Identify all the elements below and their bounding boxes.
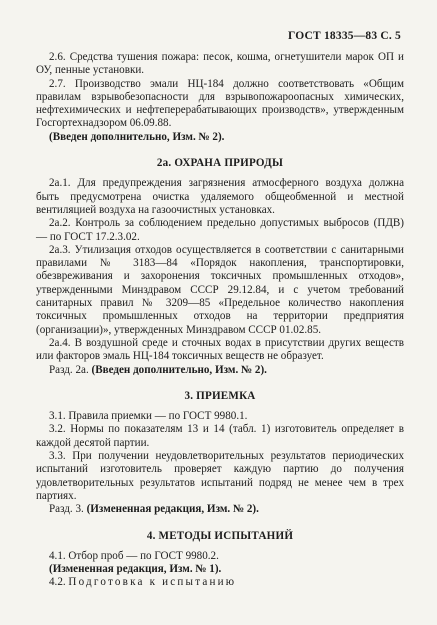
section-2a-amendment <box>36 364 404 377</box>
section-4-title: 4. МЕТОДЫ ИСПЫТАНИЙ <box>146 529 294 542</box>
paragraph-3-3: 3.3. При получении неудовлетворительных результатов периодических испытаний изготовитель проверяет каждую партию до получения удовлетворительных результатов испытаний подряд не менее чем в трех партиях. <box>36 450 404 502</box>
section-3-amendment <box>36 503 404 516</box>
paragraph-4-2-number: 4.2. <box>49 576 66 589</box>
page-body <box>36 51 404 590</box>
paragraph-2a-1: 2а.1. Для предупреждения загрязнения атмосферного воздуха должна быть предусмотрена очистка удаляемого общеобменной и местной вентиляцией воздуха на газоочистных установках. <box>36 177 404 216</box>
paragraph-3-1: 3.1. Правила приемки — по ГОСТ 9980.1. <box>49 410 248 423</box>
paragraph-4-1-amendment-note: (Измененная редакция, Изм. № 1). <box>49 563 222 576</box>
paragraph-4-1-amendment <box>36 563 404 576</box>
section-3-title: 3. ПРИЕМКА <box>184 389 256 402</box>
section-2a-amendment-prefix: Разд. 2а. <box>49 363 89 376</box>
paragraph-4-2-heading: Подготовка к испытанию <box>68 576 237 589</box>
amendment-note <box>36 131 404 144</box>
paragraph-3-2: 3.2. Нормы по показателям 13 и 14 (табл. 1) изготовитель определяет в каждой десятой партии. <box>36 423 404 449</box>
paragraph-2-6: 2.6. Средства тушения пожара: песок, кошма, огнетушители марок ОП и ОУ, пенные установки. <box>36 51 404 77</box>
amendment-note-text: (Введен дополнительно, Изм. № 2). <box>49 130 225 143</box>
section-3-amendment-prefix: Разд. 3. <box>49 503 84 516</box>
section-3-amendment-note: (Измененная редакция, Изм. № 2). <box>86 503 259 516</box>
paragraph-2a-3: 2а.3. Утилизация отходов осуществляется в соответствии с санитарными правилами № 3183—84 «Порядок накопления, транспортировки, обезвреживания и захоронения токсичных промышленных отходов», утвержденными Минздравом СССР 29.12.84, и с учетом требований санитарных правил № 3209—85 «Предельное количество накопления токсичных промышленных отходов на территории предприятия (организации)», утвержденных Минздравом СССР 01.02.85. <box>36 243 404 336</box>
paragraph-2-7: 2.7. Производство эмали НЦ-184 должно соответствовать «Общим правилам взрывобезопасности для взрывопожароопасных химических, нефтехимических и нефтеперерабатывающих производств», утвержденным Госгортехнадзором 06.09.88. <box>36 77 404 130</box>
paragraph-2a-2: 2а.2. Контроль за соблюдением предельно допустимых выбросов (ПДВ) — по ГОСТ 17.2.3.02. <box>36 217 404 243</box>
paragraph-2a-4: 2а.4. В воздушной среде и сточных водах в присутствии других веществ или факторов эмаль НЦ-184 токсичных веществ не образует. <box>36 336 404 363</box>
paragraph-4-1: 4.1. Отбор проб — по ГОСТ 9980.2. <box>49 549 219 562</box>
section-2a-title: 2а. ОХРАНА ПРИРОДЫ <box>156 157 284 170</box>
running-header: ГОСТ 18335—83 С. 5 <box>288 30 401 42</box>
section-2a-amendment-note: (Введен дополнительно, Изм. № 2). <box>91 363 267 376</box>
paragraph-4-2 <box>36 576 404 589</box>
